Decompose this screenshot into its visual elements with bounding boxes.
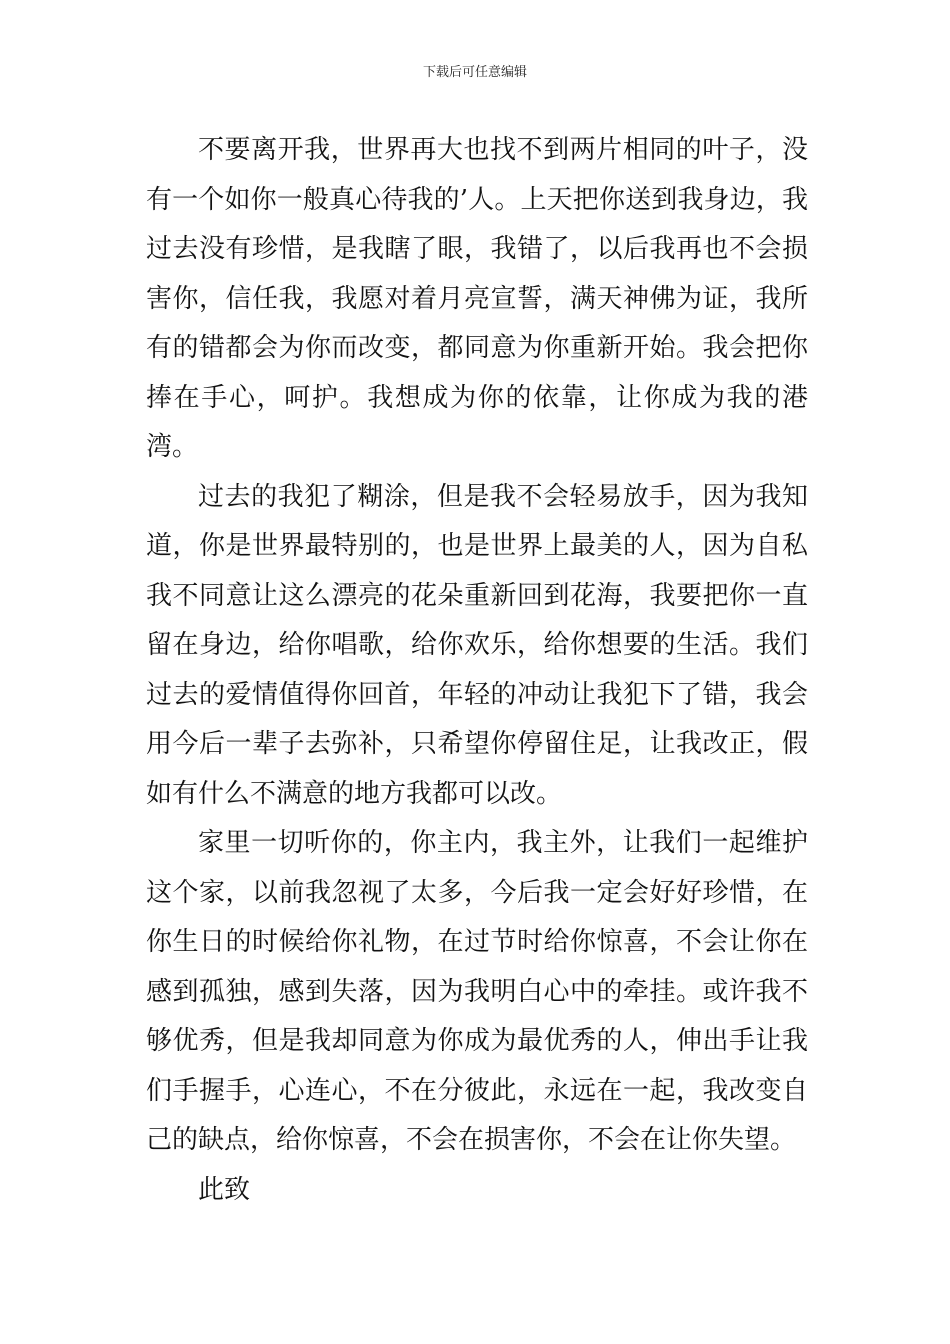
paragraph-3: 家里一切听你的，你主内，我主外，让我们一起维护这个家，以前我忽视了太多，今后我一定会好好珍惜，在你生日的时候给你礼物，在过节时给你惊喜，不会让你在感到孤独，感到失落，因为我明白心中的牵挂。或许我不够优秀，但是我却同意为你成为最优秀的人，伸出手让我们手握手，心连心，不在分彼此，永远在一起，我改变自己的缺点，给你惊喜，不会在损害你，不会在让你失望。 — [146, 828, 808, 1155]
header-note: 下载后可任意编辑 — [422, 65, 527, 80]
paragraph-1: 不要离开我，世界再大也找不到两片相同的叶子，没有一个如你一般真心待我的’人。上天把你送到我身边，我过去没有珍惜，是我瞎了眼，我错了，以后我再也不会损害你，信任我，我愿对着月亮宣誓，满天神佛为证，我所有的错都会为你而改变，都同意为你重新开始。我会把你捧在手心，呵护。我想成为你的依靠，让你成为我的港湾。 — [146, 135, 808, 462]
letter-body — [146, 126, 808, 1215]
paragraph-2: 过去的我犯了糊涂，但是我不会轻易放手，因为我知道，你是世界最特别的，也是世界上最美的人，因为自私我不同意让这么漂亮的花朵重新回到花海，我要把你一直留在身边，给你唱歌，给你欢乐，给你想要的生活。我们过去的爱情值得你回首，年轻的冲动让我犯下了错，我会用今后一辈子去弥补，只希望你停留住足，让我改正，假如有什么不满意的地方我都可以改。 — [146, 481, 808, 809]
closing-salutation: 此致 — [198, 1174, 251, 1205]
